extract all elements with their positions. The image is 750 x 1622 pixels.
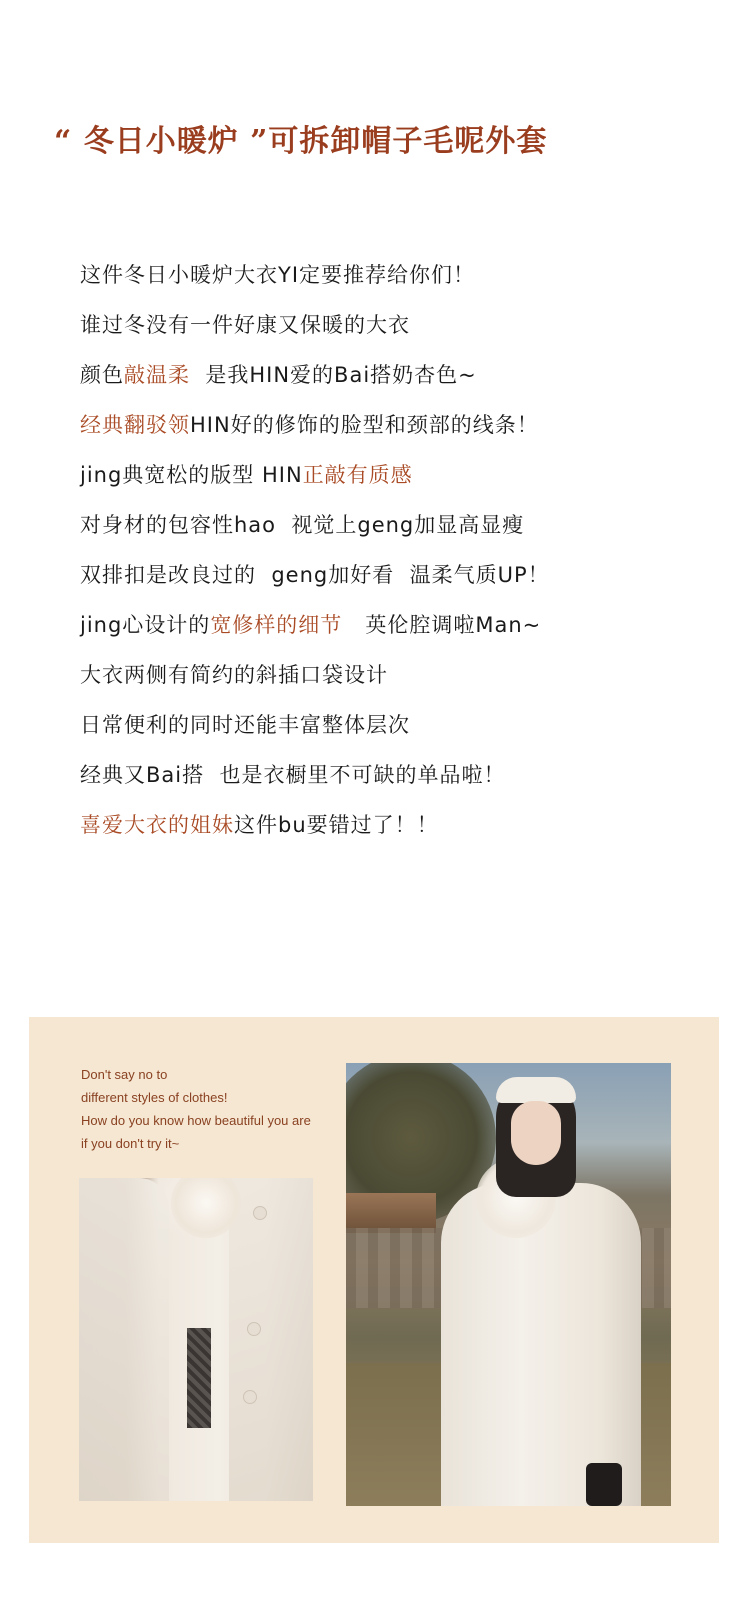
description-line bbox=[80, 408, 700, 458]
body-text: 颜色 bbox=[80, 363, 124, 387]
body-text: HIN好的修饰的脸型和颈部的线条！ bbox=[190, 413, 539, 437]
body-text: 双排扣是改良过的 geng加好看 温柔气质UP！ bbox=[80, 563, 550, 587]
body-text: jing典宽松的版型 HIN bbox=[80, 463, 303, 487]
description-line bbox=[80, 608, 700, 658]
highlight-text: 正敲有质感 bbox=[302, 463, 413, 487]
highlight-text: 敲温柔 bbox=[124, 363, 190, 387]
english-tagline bbox=[81, 1063, 311, 1155]
tagline-line: different styles of clothes! bbox=[81, 1090, 228, 1105]
description-line bbox=[80, 658, 700, 708]
highlight-text: 宽修样的细节 bbox=[210, 613, 343, 637]
photo-panel bbox=[29, 1017, 719, 1543]
body-text: 这件bu要错过了！！ bbox=[234, 813, 439, 837]
body-text: 对身材的包容性hao 视觉上geng加显高显瘦 bbox=[80, 513, 525, 537]
coat-detail-photo bbox=[79, 1178, 313, 1501]
body-text: jing心设计的 bbox=[80, 613, 211, 637]
description-line bbox=[80, 308, 700, 358]
description-line bbox=[80, 508, 700, 558]
body-text: 是我HIN爱的Bai搭奶杏色~ bbox=[190, 363, 477, 387]
description-line bbox=[80, 758, 700, 808]
product-description bbox=[80, 258, 700, 858]
body-text: 谁过冬没有一件好康又保暖的大衣 bbox=[80, 313, 410, 337]
body-text: 大衣两侧有简约的斜插口袋设计 bbox=[80, 663, 388, 687]
description-line bbox=[80, 808, 700, 858]
description-line bbox=[80, 358, 700, 408]
tagline-line: if you don't try it~ bbox=[81, 1136, 180, 1151]
model-full-length-photo bbox=[346, 1063, 671, 1506]
body-text: 英伦腔调啦Man~ bbox=[342, 613, 542, 637]
page-title: “ 冬日小暖炉 ”可拆卸帽子毛呢外套 bbox=[54, 124, 548, 159]
highlight-text: 喜爱大衣的姐妹 bbox=[80, 813, 234, 837]
tagline-line: How do you know how beautiful you are bbox=[81, 1113, 311, 1128]
body-text: 这件冬日小暖炉大衣YI定要推荐给你们！ bbox=[80, 263, 476, 287]
body-text: 经典又Bai搭 也是衣橱里不可缺的单品啦！ bbox=[80, 763, 506, 787]
highlight-text: 经典翻驳领 bbox=[80, 413, 190, 437]
description-line bbox=[80, 258, 700, 308]
description-line bbox=[80, 458, 700, 508]
body-text: 日常便利的同时还能丰富整体层次 bbox=[80, 713, 410, 737]
description-line bbox=[80, 558, 700, 608]
description-line bbox=[80, 708, 700, 758]
tagline-line: Don't say no to bbox=[81, 1067, 168, 1082]
